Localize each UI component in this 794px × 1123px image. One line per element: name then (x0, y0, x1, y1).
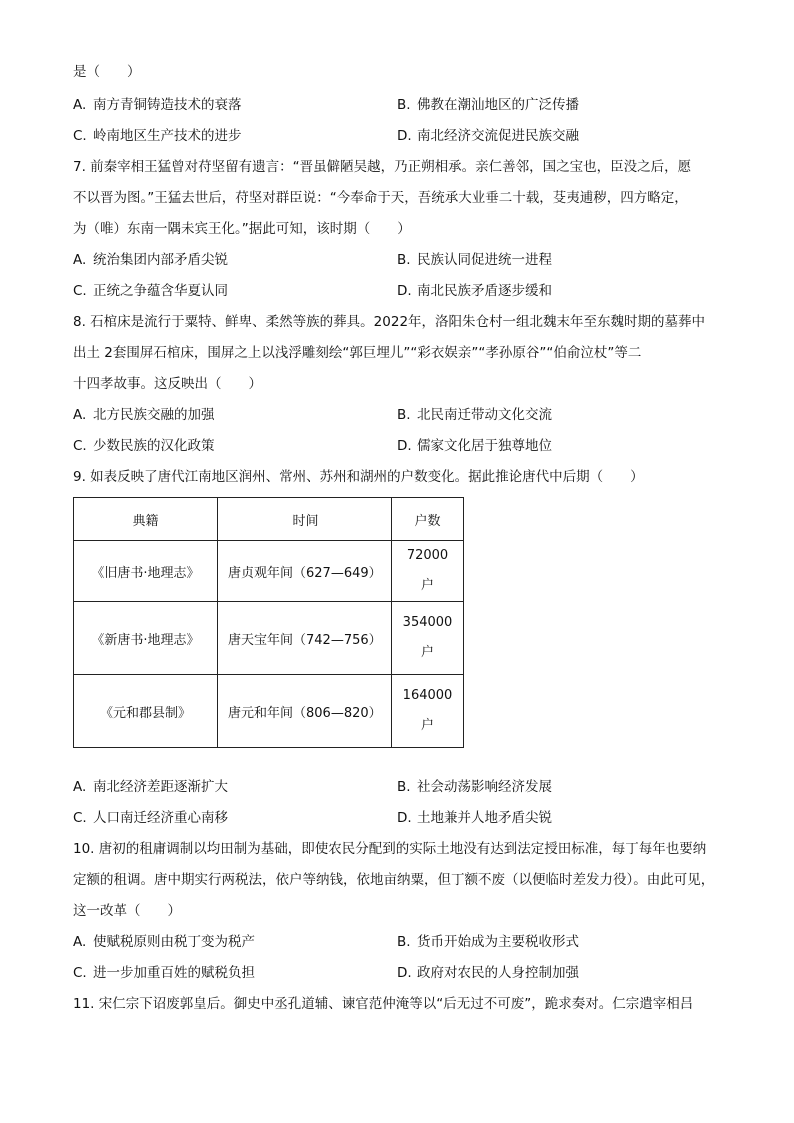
options-6 (73, 90, 733, 152)
table-cell-households: 72000 户 (392, 541, 464, 602)
option-a[interactable]: A. 使赋税原则由税丁变为税产 (73, 934, 255, 950)
table-cell-households: 354000 户 (392, 602, 464, 675)
table-header-row (74, 498, 464, 541)
question-8 (73, 307, 733, 462)
table-cell-book: 《新唐书·地理志》 (74, 602, 218, 675)
table-row (74, 602, 464, 675)
option-c[interactable]: C. 岭南地区生产技术的进步 (73, 128, 242, 144)
option-b[interactable]: B. 佛教在潮汕地区的广泛传播 (397, 97, 579, 113)
question-9 (73, 462, 733, 834)
option-c[interactable]: C. 人口南迁经济重心南移 (73, 810, 228, 826)
options-7 (73, 245, 733, 307)
question-line: 十四孝故事。这反映出（ ） (73, 376, 262, 392)
question-11 (73, 989, 733, 1020)
options-8 (73, 400, 733, 462)
question-stem-tail: 是（ ） (73, 64, 141, 80)
question-10 (73, 834, 733, 989)
options-10 (73, 927, 733, 989)
household-table (73, 497, 464, 748)
options-9 (73, 772, 733, 834)
table-row (74, 675, 464, 748)
table-cell-time: 唐贞观年间（627—649） (218, 541, 392, 602)
table-cell-time: 唐元和年间（806—820） (218, 675, 392, 748)
table-cell-time: 唐天宝年间（742—756） (218, 602, 392, 675)
question-line: 出土 2套围屏石棺床，围屏之上以浅浮雕刻绘“郭巨埋儿”“彩衣娱亲”“孝孙原谷”“伯俞泣杖”等二 (73, 345, 642, 361)
question-line: 9. 如表反映了唐代江南地区润州、常州、苏州和湖州的户数变化。据此推论唐代中后期（ ） (73, 469, 644, 485)
option-b[interactable]: B. 民族认同促进统一进程 (397, 252, 552, 268)
option-a[interactable]: A. 统治集团内部矛盾尖锐 (73, 252, 228, 268)
question-line: 11. 宋仁宗下诏废郭皇后。御史中丞孔道辅、谏官范仲淹等以“后无过不可废”，跪求奏对。仁宗遣宰相吕 (73, 996, 694, 1012)
option-a[interactable]: A. 北方民族交融的加强 (73, 407, 215, 423)
table-cell-book: 《旧唐书·地理志》 (74, 541, 218, 602)
question-line: 7. 前秦宰相王猛曾对苻坚留有遗言：“晋虽僻陋吴越，乃正朔相承。亲仁善邻，国之宝也，臣没之后，愿 (73, 159, 692, 175)
option-c[interactable]: C. 进一步加重百姓的赋税负担 (73, 965, 255, 981)
option-d[interactable]: D. 南北民族矛盾逐步缓和 (397, 283, 552, 299)
option-d[interactable]: D. 土地兼并人地矛盾尖锐 (397, 810, 552, 826)
table-cell-households: 164000 户 (392, 675, 464, 748)
table-header: 时间 (218, 498, 392, 541)
exam-page (73, 62, 733, 1020)
question-line: 10. 唐初的租庸调制以均田制为基础，即使农民分配到的实际土地没有达到法定授田标准，每丁每年也要纳 (73, 841, 707, 857)
question-line: 8. 石棺床是流行于粟特、鲜卑、柔然等族的葬具。2022年，洛阳朱仓村一组北魏末年至东魏时期的墓葬中 (73, 314, 706, 330)
option-d[interactable]: D. 儒家文化居于独尊地位 (397, 438, 552, 454)
question-6-tail (73, 62, 733, 152)
question-line: 不以晋为图。”王猛去世后，苻坚对群臣说：“今奉命于天，吾统承大业垂二十载，芟夷逋秽，四方略定， (73, 190, 688, 206)
option-a[interactable]: A. 南方青铜铸造技术的衰落 (73, 97, 242, 113)
question-line: 这一改革（ ） (73, 903, 181, 919)
option-b[interactable]: B. 货币开始成为主要税收形式 (397, 934, 579, 950)
question-line: 定额的租调。唐中期实行两税法，依户等纳钱，依地亩纳粟，但丁额不废（以便临时差发力役）。由此可见， (73, 872, 715, 888)
option-d[interactable]: D. 南北经济交流促进民族交融 (397, 128, 579, 144)
question-7 (73, 152, 733, 307)
option-b[interactable]: B. 北民南迁带动文化交流 (397, 407, 552, 423)
option-c[interactable]: C. 正统之争蕴含华夏认同 (73, 283, 228, 299)
option-c[interactable]: C. 少数民族的汉化政策 (73, 438, 215, 454)
table-header: 典籍 (74, 498, 218, 541)
table-row (74, 541, 464, 602)
option-b[interactable]: B. 社会动荡影响经济发展 (397, 779, 552, 795)
table-cell-book: 《元和郡县制》 (74, 675, 218, 748)
option-d[interactable]: D. 政府对农民的人身控制加强 (397, 965, 579, 981)
table-header: 户数 (392, 498, 464, 541)
option-a[interactable]: A. 南北经济差距逐渐扩大 (73, 779, 228, 795)
question-line: 为（唯）东南一隅未宾王化。”据此可知，该时期（ ） (73, 221, 411, 237)
